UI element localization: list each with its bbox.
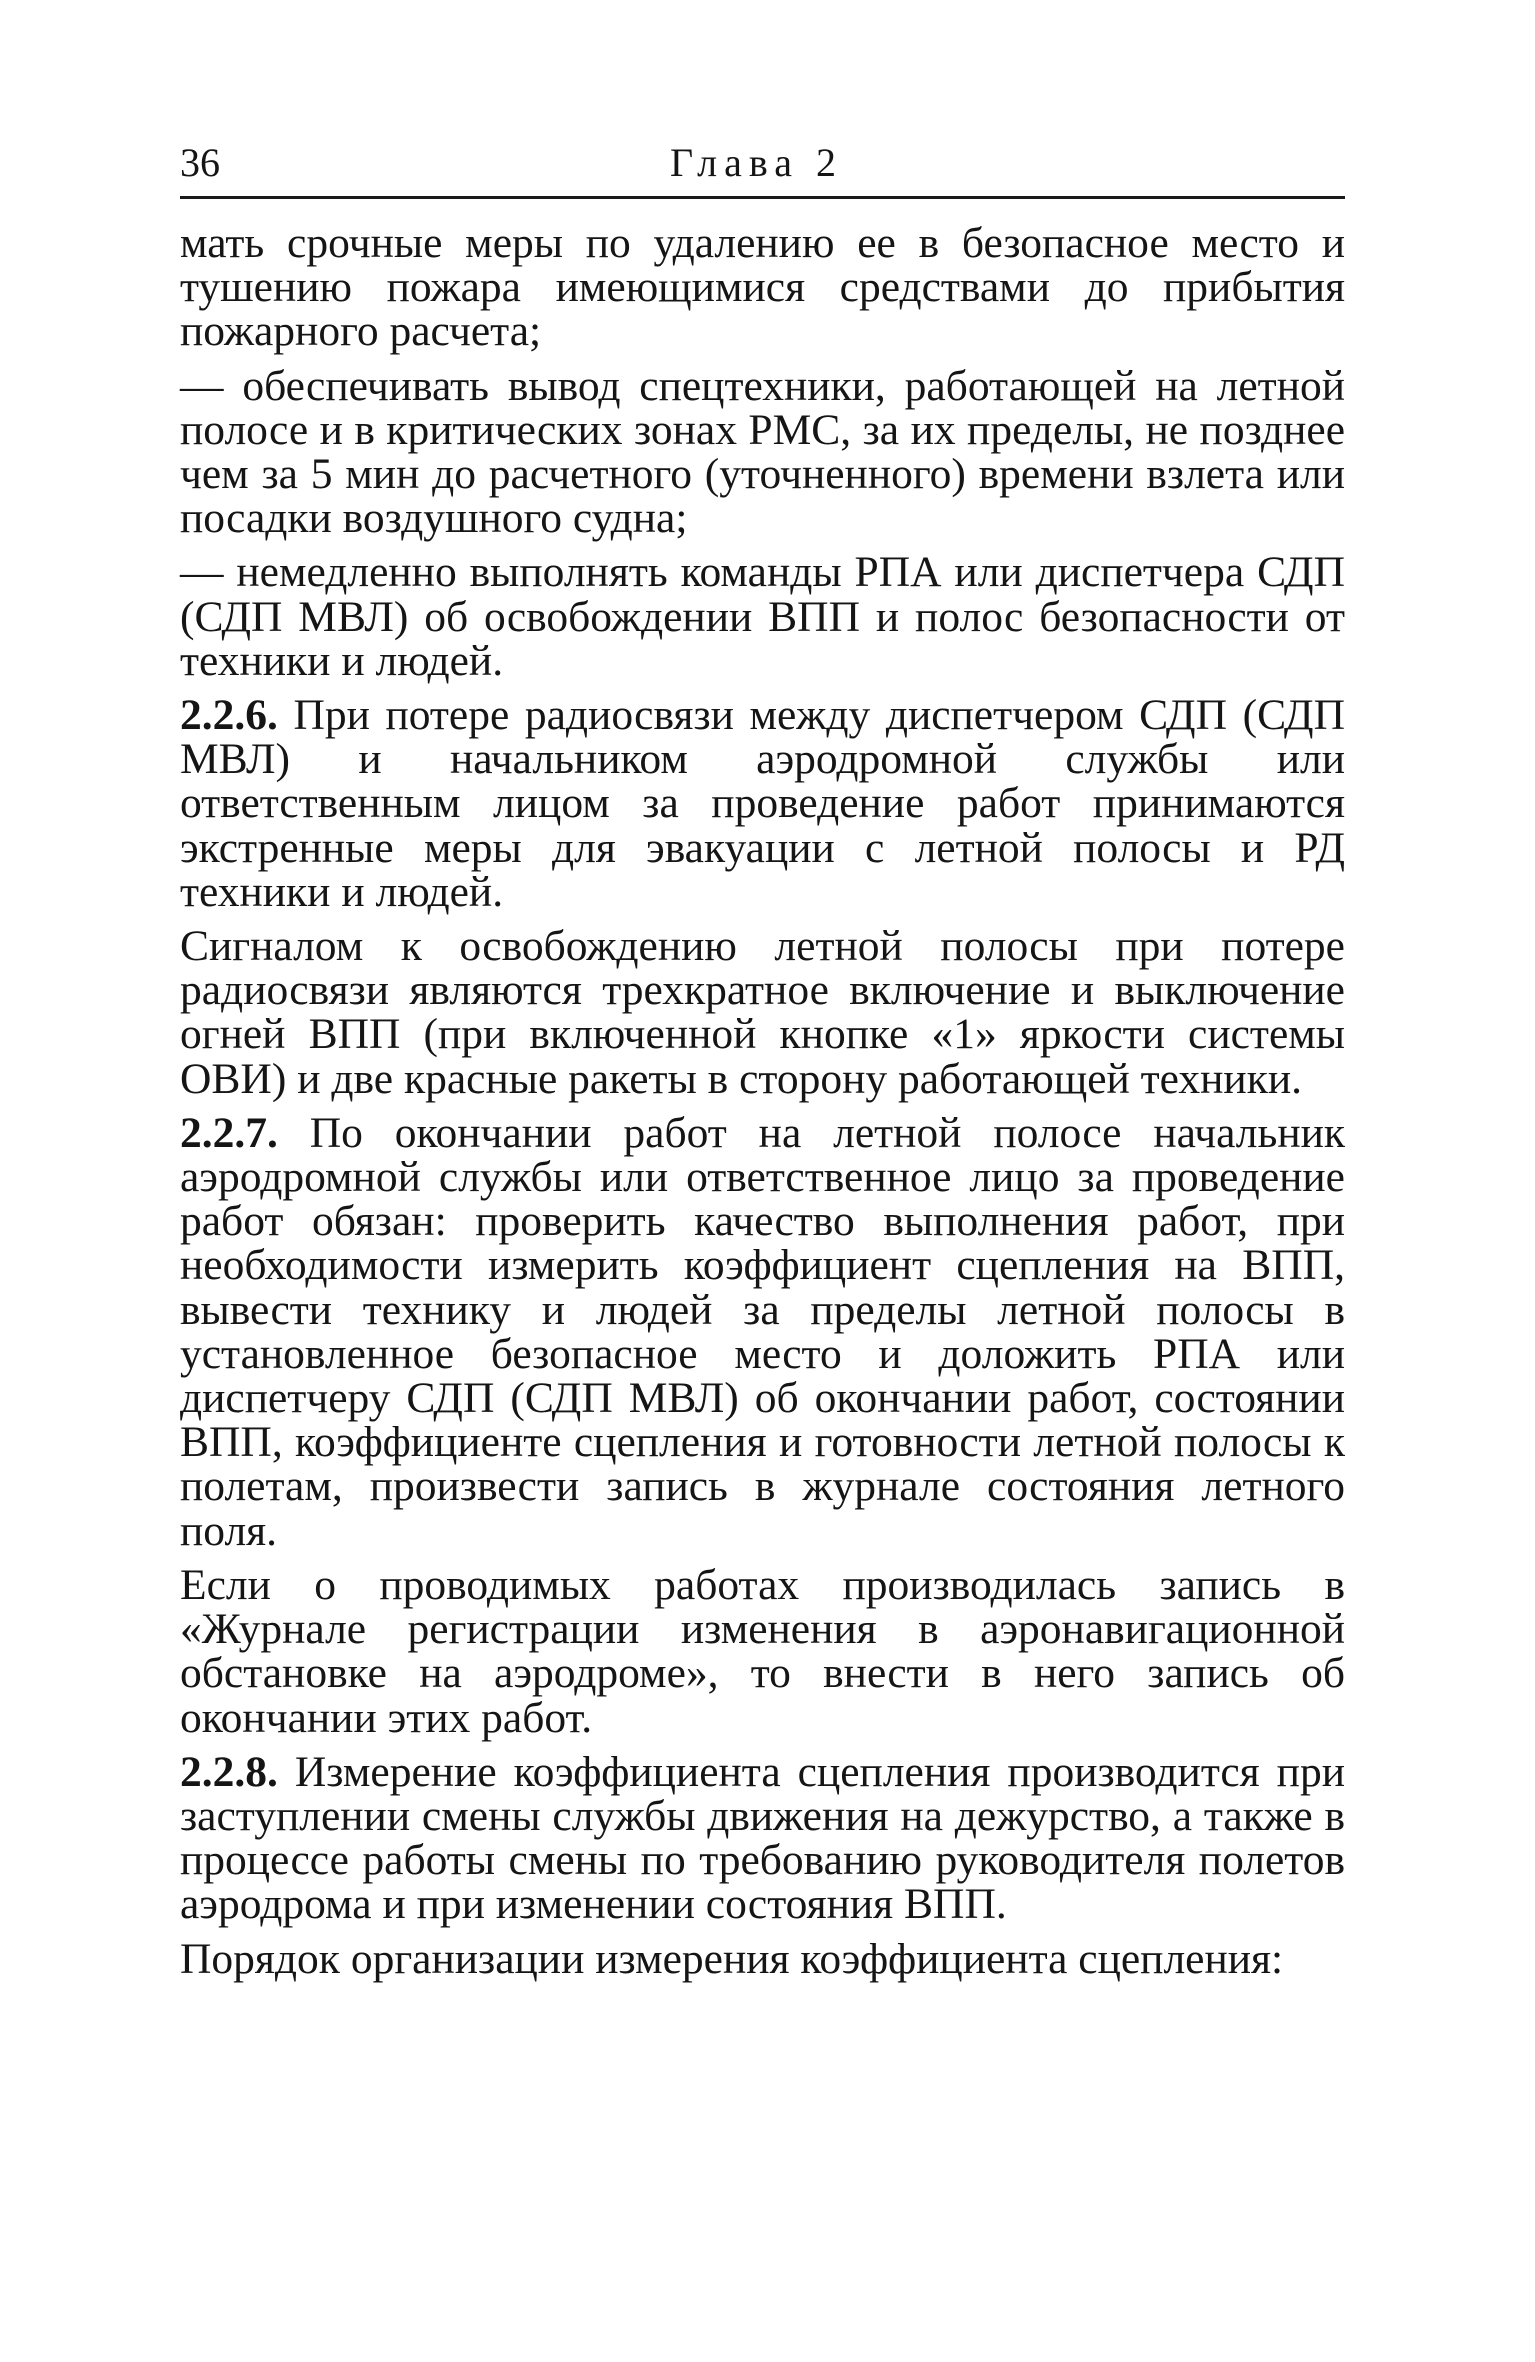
- section-paragraph: [180, 1108, 1346, 1555]
- running-head: [180, 130, 1345, 199]
- section-number: 2.2.8.: [180, 1747, 278, 1796]
- section-number: 2.2.6.: [180, 691, 278, 740]
- paragraph: [180, 361, 1345, 543]
- paragraph-text: При потере радиосвязи между диспетчером СДП (СДП МВЛ) и начальником аэродромной службы или ответственным лицом за проведение работ принимаются экстренные меры для эвакуации с летной полосы и РД техники и людей.: [180, 691, 1346, 916]
- section-paragraph: [180, 1747, 1345, 1929]
- paragraph: [180, 924, 1345, 1101]
- paragraph-text: По окончании работ на летной полосе начальник аэродромной службы или ответственное лицо за проведение работ обязан: проверить качество выполнения работ, при необходимости измерить коэффициент сцепления на ВПП, вывести технику и людей за пределы летной полосы в установленное безопасное место и доложить РПА или диспетчеру СДП (СДП МВЛ) об окончании работ, состоянии ВПП, коэффициенте сцепления и готовности летной полосы к полетам, произвести запись в журнале состояния летного поля.: [180, 1108, 1346, 1555]
- chapter-title: Глава 2: [670, 140, 843, 185]
- book-page: [180, 130, 1345, 1991]
- paragraph-text: Порядок организации измерения коэффициента сцепления:: [180, 1934, 1284, 1983]
- paragraph-text: — немедленно выполнять команды РПА или диспетчера СДП (СДП МВЛ) об освобождении ВПП и полос безопасности от техники и людей.: [180, 548, 1345, 685]
- paragraph-text: — обеспечивать вывод спецтехники, работающей на летной полосе и в критических зонах РМС, за их пределы, не позднее чем за 5 мин до расчетного (уточненного) времени взлета или посадки воздушного судна;: [180, 361, 1345, 543]
- section-number: 2.2.7.: [180, 1108, 278, 1157]
- paragraph: [180, 1934, 1345, 1983]
- paragraph: [180, 1560, 1345, 1742]
- paragraph: [180, 221, 1345, 354]
- page-number: 36: [180, 140, 220, 185]
- paragraph: [180, 550, 1345, 683]
- paragraph-text: мать срочные меры по удалению ее в безопасное место и тушению пожара имеющимися средствами до прибытия пожарного расчета;: [180, 219, 1345, 356]
- body-text: [180, 221, 1345, 1981]
- paragraph-text: Если о проводимых работах производилась запись в «Журнале регистрации изменения в аэронавигационной обстановке на аэродроме», то внести в него запись об окончании этих работ.: [180, 1560, 1345, 1742]
- section-paragraph: [180, 693, 1345, 914]
- paragraph-text: Измерение коэффициента сцепления производится при заступлении смены службы движения на дежурство, а также в процессе работы смены по требованию руководителя полетов аэродрома и при изменении состояния ВПП.: [180, 1747, 1345, 1929]
- paragraph-text: Сигналом к освобождению летной полосы при потере радиосвязи являются трехкратное включение и выключение огней ВПП (при включенной кнопке «1» яркости системы ОВИ) и две красные ракеты в сторону работающей техники.: [180, 922, 1345, 1103]
